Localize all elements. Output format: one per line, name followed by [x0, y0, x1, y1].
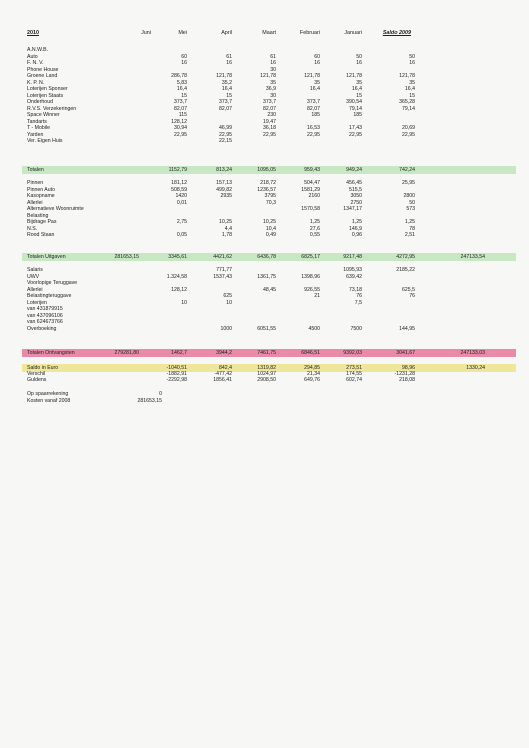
row-label: Totalen Ontvangsten — [27, 350, 75, 356]
row-value: 573 — [406, 206, 415, 212]
row-value: 639,42 — [346, 273, 362, 280]
row-value: 602,74 — [346, 377, 362, 383]
row-value: 7,5 — [354, 299, 362, 306]
row-value: 6846,51 — [301, 350, 320, 356]
row-value: 456,45 — [346, 180, 362, 186]
row-value: 10,4 — [265, 225, 276, 232]
row-value: 16 — [314, 60, 320, 66]
row-value: 10,25 — [263, 219, 276, 225]
row-value: 10 — [226, 299, 232, 306]
row-value: 373,7 — [219, 99, 232, 105]
row-value: -1882,91 — [166, 370, 187, 377]
row-value: 30 — [270, 92, 276, 99]
row-value: 0,05 — [176, 232, 187, 238]
row-value: 515,5 — [349, 186, 362, 193]
row-value: 0,96 — [351, 232, 362, 238]
saldo-header: Saldo 2009 — [382, 30, 411, 36]
row-value: 70,3 — [265, 199, 276, 206]
row-value: 1347,17 — [343, 206, 362, 212]
row-label: Phone House — [27, 66, 59, 73]
month-header: Maart — [262, 30, 276, 36]
row-value: 35 — [270, 79, 276, 86]
row-value: 2,51 — [404, 232, 415, 238]
row-value: 22,95 — [174, 131, 187, 138]
row-label: Salaris — [27, 267, 43, 273]
row-value: 959,43 — [304, 167, 320, 173]
row-value: 21 — [314, 293, 320, 299]
row-value: 16 — [226, 60, 232, 66]
row-value: 16 — [356, 60, 362, 66]
row-value: 121,78 — [260, 73, 276, 79]
row-value: 146,9 — [349, 225, 362, 232]
row-label: Kasopname — [27, 193, 55, 199]
row-value: 771,77 — [216, 267, 232, 273]
row-label: Bijdrage Pas — [27, 219, 57, 225]
row-label: Pinnen — [27, 180, 44, 186]
row-value: 625,5 — [402, 286, 415, 293]
row-value: 230 — [267, 112, 276, 118]
row-label: Loterijen Sponser — [27, 86, 68, 92]
row-value: 115 — [178, 112, 187, 118]
row-label: Voorlopige Teruggave — [27, 280, 78, 286]
row-value: 1.324,58 — [166, 273, 187, 280]
row-value: 4272,95 — [396, 254, 415, 260]
row-value: 6051,55 — [257, 325, 276, 332]
row-value: 82,07 — [174, 105, 187, 112]
row-value: 3050 — [350, 193, 362, 199]
row-value: 0,55 — [309, 232, 320, 238]
row-label: Kosten vanaf 2008 — [27, 398, 71, 404]
row-value: 2935 — [220, 193, 232, 199]
row-value: 625 — [223, 293, 232, 299]
row-value: 30 — [270, 66, 276, 73]
row-value: 5,83 — [176, 79, 187, 86]
row-value: 76 — [409, 293, 415, 299]
row-value: 22,95 — [349, 131, 362, 138]
row-value: 1024,97 — [257, 370, 276, 377]
row-value: 82,07 — [219, 105, 232, 112]
row-value: 16,4 — [351, 86, 362, 92]
row-value: 181,12 — [171, 180, 187, 186]
row-value: 1095,93 — [343, 267, 362, 273]
row-value: 25,95 — [402, 180, 415, 186]
row-label: Loterijen Staats — [27, 92, 64, 99]
row-value: 2750 — [350, 199, 362, 206]
row-label: Op spaarrekening — [27, 391, 69, 397]
row-value: 218,08 — [399, 377, 415, 383]
row-value: 79,14 — [402, 105, 415, 112]
row-value: 742,24 — [399, 167, 415, 173]
row-value: 60 — [314, 53, 320, 60]
row-value: 4,4 — [224, 225, 232, 232]
row-value: 22,95 — [263, 131, 276, 138]
row-value: 73,18 — [349, 286, 362, 293]
row-value: 373,7 — [174, 99, 187, 105]
table-row — [27, 391, 517, 398]
row-value: 185 — [311, 112, 320, 118]
table-row — [27, 232, 517, 239]
row-value: 144,95 — [399, 325, 415, 332]
total-row — [22, 349, 516, 357]
row-label: Overboeking — [27, 325, 57, 332]
year-label: 2010 — [27, 30, 39, 36]
row-label: T - Mobile — [27, 125, 50, 131]
row-value: 157,13 — [216, 180, 232, 186]
row-value: 22,95 — [307, 131, 320, 138]
row-value: 78 — [409, 225, 415, 232]
row-value: 1361,75 — [257, 273, 276, 280]
row-value: 10 — [181, 299, 187, 306]
row-value: 4500 — [308, 325, 320, 332]
row-value: 949,24 — [346, 167, 362, 173]
row-value: 121,78 — [304, 73, 320, 79]
month-header: Juni — [141, 30, 151, 36]
row-value: 373,7 — [307, 99, 320, 105]
row-value: 15 — [356, 92, 362, 99]
row-value: 279281,80 — [114, 350, 139, 356]
row-value: -2292,98 — [166, 377, 187, 383]
month-header: April — [221, 30, 232, 36]
row-value: 0,01 — [176, 199, 187, 206]
row-label: Ver. Eigen Huis — [27, 138, 63, 144]
row-value: 842,4 — [219, 365, 232, 371]
row-value: 50 — [356, 53, 362, 60]
row-value: 16,53 — [307, 125, 320, 131]
row-value: 48,45 — [263, 286, 276, 293]
row-value: 82,07 — [307, 105, 320, 112]
row-value: 1,25 — [404, 219, 415, 225]
row-value: 17,43 — [349, 125, 362, 131]
row-value: 1152,79 — [168, 167, 187, 173]
table-row — [27, 398, 517, 405]
row-label: Verschil — [27, 370, 46, 377]
row-value: 2160 — [308, 193, 320, 199]
row-label: Alternatieve Woonruimte — [27, 206, 84, 212]
row-label: Groene Land — [27, 73, 58, 79]
row-value: 50 — [409, 199, 415, 206]
row-value: 22,95 — [402, 131, 415, 138]
row-value: 16,4 — [176, 86, 187, 92]
row-label: Belasting — [27, 212, 49, 219]
row-value: 27,6 — [309, 225, 320, 232]
row-value: 218,72 — [260, 180, 276, 186]
row-value: 16 — [270, 60, 276, 66]
row-value: 15 — [226, 92, 232, 99]
row-value: 7500 — [350, 325, 362, 332]
row-value: 281653,15 — [114, 254, 139, 260]
row-value: 79,14 — [349, 105, 362, 112]
header-row — [27, 30, 517, 37]
row-label: UWV — [27, 273, 40, 280]
row-value: 15 — [409, 92, 415, 99]
row-label: Auto — [27, 53, 38, 60]
row-label: A.N.W.B. — [27, 47, 49, 53]
row-value: 2908,50 — [257, 377, 276, 383]
row-value: 1856,41 — [213, 377, 232, 383]
row-value: 0 — [159, 391, 162, 397]
row-value: 1330,24 — [466, 365, 485, 371]
row-value: -477,42 — [214, 370, 232, 377]
row-value: 35 — [314, 79, 320, 86]
row-value: 813,24 — [216, 167, 232, 173]
row-value: 2800 — [403, 193, 415, 199]
row-value: 4421,62 — [213, 254, 232, 260]
row-value: 10,25 — [219, 219, 232, 225]
row-label: Onderhoud — [27, 99, 53, 105]
row-value: 273,51 — [346, 365, 362, 371]
row-value: 22,95 — [219, 131, 232, 138]
total-row — [22, 166, 516, 174]
row-value: 247133,54 — [460, 254, 485, 260]
row-value: 30,94 — [174, 125, 187, 131]
row-value: 22,15 — [219, 138, 232, 144]
row-value: 121,78 — [399, 73, 415, 79]
row-value: 6825,17 — [301, 254, 320, 260]
row-value: 281653,15 — [137, 398, 162, 404]
row-value: 46,99 — [219, 125, 232, 131]
row-label: Guldens — [27, 377, 47, 383]
row-value: 1581,29 — [301, 186, 320, 193]
row-value: 82,07 — [263, 105, 276, 112]
row-label: Totalen — [27, 167, 44, 173]
row-value: 1319,82 — [257, 365, 276, 371]
row-value: 1236,57 — [257, 186, 276, 193]
row-value: 61 — [270, 53, 276, 60]
row-value: 1095,05 — [257, 167, 276, 173]
row-label: Rood Staan — [27, 232, 55, 238]
row-value: 3041,67 — [396, 350, 415, 356]
row-value: 16,4 — [309, 86, 320, 92]
row-value: 185 — [353, 112, 362, 118]
row-value: 1398,96 — [301, 273, 320, 280]
month-header: Januari — [344, 30, 362, 36]
row-value: 128,12 — [171, 286, 187, 293]
row-value: 286,78 — [171, 73, 187, 79]
row-value: 128,12 — [171, 118, 187, 125]
table-row — [27, 377, 517, 384]
row-value: 36,18 — [263, 125, 276, 131]
row-value: 174,55 — [346, 370, 362, 377]
row-value: 1570,58 — [301, 206, 320, 212]
row-label: Loterijen — [27, 299, 47, 306]
row-value: 16,4 — [404, 86, 415, 92]
row-label: Allerlei — [27, 286, 43, 293]
row-value: 365,28 — [399, 99, 415, 105]
row-value: 1420 — [175, 193, 187, 199]
row-value: 649,76 — [304, 377, 320, 383]
row-value: 35,2 — [221, 79, 232, 86]
row-value: 2,75 — [176, 219, 187, 225]
row-value: 121,78 — [216, 73, 232, 79]
row-value: 390,54 — [346, 99, 362, 105]
row-label: R.V.S. Verzekeringen — [27, 105, 77, 112]
table-row — [27, 138, 517, 145]
row-value: -1231,28 — [394, 370, 415, 377]
row-value: 35 — [409, 79, 415, 86]
row-label: van 431879915 — [27, 306, 63, 312]
row-value: 1,78 — [221, 232, 232, 238]
row-value: -1040,51 — [166, 365, 187, 371]
row-label: Belastingteruggave — [27, 293, 72, 299]
row-value: 3795 — [264, 193, 276, 199]
row-label: Pinnen Auto — [27, 186, 55, 193]
row-label: N.S. — [27, 225, 38, 232]
row-value: 98,96 — [402, 365, 415, 371]
month-header: Februari — [299, 30, 320, 36]
row-label: Totalen Uitgaven — [27, 254, 66, 260]
row-label: van 437096106 — [27, 312, 63, 319]
row-value: 35 — [356, 79, 362, 86]
row-value: 3345,61 — [168, 254, 187, 260]
row-value: 1000 — [220, 325, 232, 332]
row-value: 19,47 — [263, 118, 276, 125]
row-value: 294,85 — [304, 365, 320, 371]
row-value: 373,7 — [263, 99, 276, 105]
row-value: 0,49 — [265, 232, 276, 238]
row-value: 2185,22 — [396, 267, 415, 273]
row-label: K. P. N. — [27, 79, 45, 86]
row-value: 9217,48 — [343, 254, 362, 260]
row-value: 16,4 — [221, 86, 232, 92]
month-header: Mei — [178, 30, 187, 36]
row-label: F. N. V. — [27, 60, 44, 66]
row-value: 1462,7 — [171, 350, 187, 356]
row-value: 20,69 — [402, 125, 415, 131]
row-value: 16 — [409, 60, 415, 66]
row-value: 504,47 — [304, 180, 320, 186]
row-value: 508,59 — [171, 186, 187, 193]
row-value: 50 — [409, 53, 415, 60]
row-label: van 624673766 — [27, 319, 63, 325]
row-label: Tandarts — [27, 118, 47, 125]
row-value: 6436,78 — [257, 254, 276, 260]
row-value: 1537,43 — [213, 273, 232, 280]
row-value: 61 — [226, 53, 232, 60]
row-label: Saldo in Euro — [27, 365, 59, 371]
row-value: 3944,2 — [216, 350, 232, 356]
row-value: 21,34 — [307, 370, 320, 377]
row-value: 926,55 — [304, 286, 320, 293]
row-value: 60 — [181, 53, 187, 60]
row-value: 1,25 — [351, 219, 362, 225]
row-value: 36,9 — [265, 86, 276, 92]
row-label: Yarden — [27, 131, 44, 138]
row-label: Allerlei — [27, 199, 43, 206]
row-value: 76 — [356, 293, 362, 299]
row-value: 121,78 — [346, 73, 362, 79]
row-value: 9392,03 — [343, 350, 362, 356]
row-value: 7461,75 — [257, 350, 276, 356]
row-value: 15 — [181, 92, 187, 99]
total-row — [22, 253, 516, 261]
row-value: 1,25 — [309, 219, 320, 225]
row-value: 247133,03 — [460, 350, 485, 356]
table-row — [27, 326, 517, 333]
row-value: 16 — [181, 60, 187, 66]
row-value: 499,82 — [216, 186, 232, 193]
row-label: Space Winner — [27, 112, 60, 118]
